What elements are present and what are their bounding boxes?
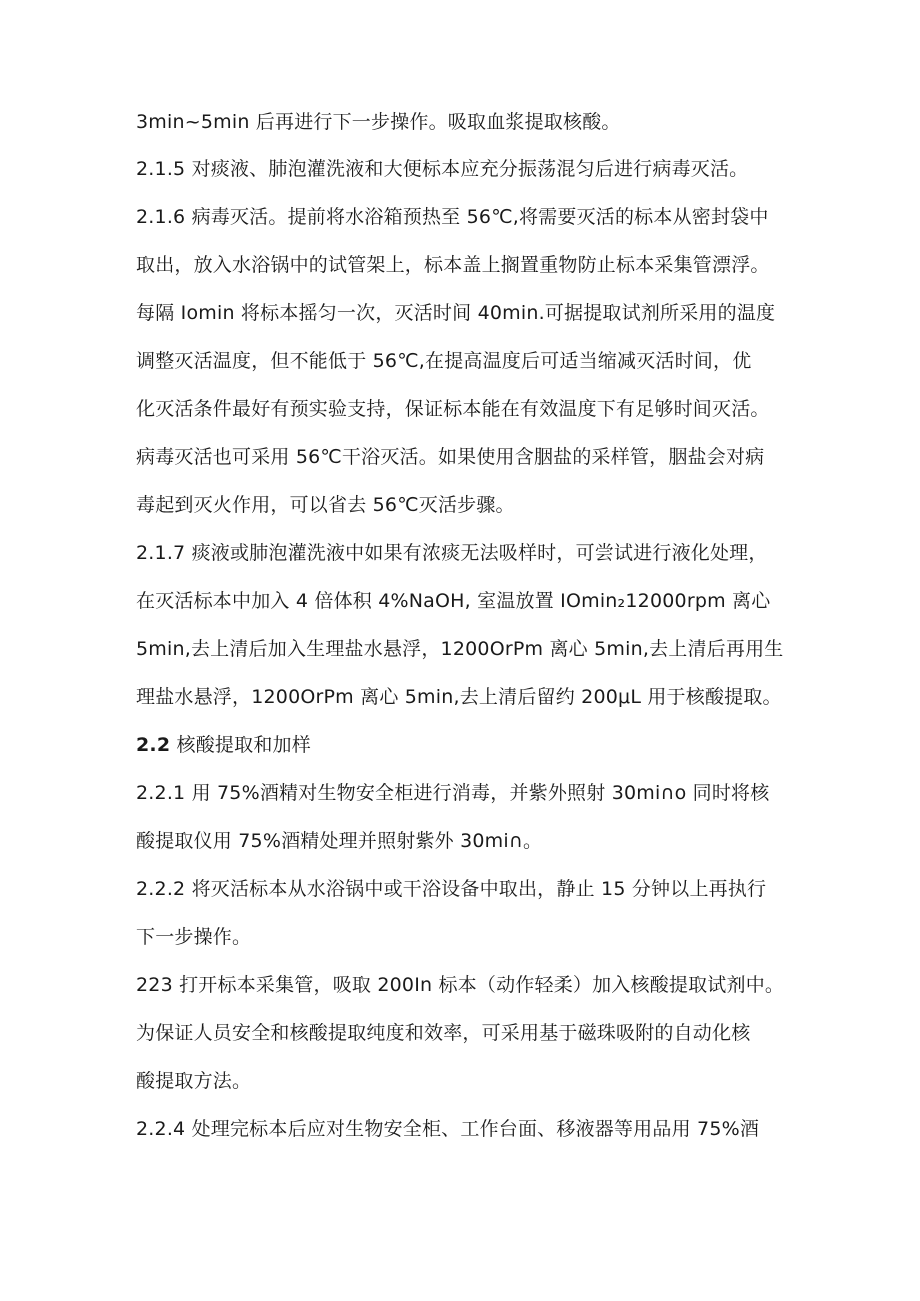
text-line: 酸提取仪用 75%酒精处理并照射紫外 30mi∩。 (136, 830, 543, 852)
text-line: 3min~5min 后再进行下一步操作。吸取血浆提取核酸。 (136, 111, 621, 133)
text-line: 2.1.5 对痰液、肺泡灌洗液和大便标本应充分振荡混匀后进行病毒灭活。 (136, 158, 749, 180)
text-line: 2.1.6 病毒灭活。提前将水浴箱预热至 56℃,将需要灭活的标本从密封袋中 (136, 206, 769, 228)
text-line: 理盐水悬浮，1200OrPm 离心 5min,去上清后留约 200μL 用于核酸提取。 (136, 686, 782, 708)
text-line: 223 打开标本采集管，吸取 200In 标本（动作轻柔）加入核酸提取试剂中。 (136, 974, 785, 996)
text-line: 在灭活标本中加入 4 倍体积 4%NaOH, 室温放置 IOmin₂12000rpm 离心 (136, 590, 771, 612)
text-line: 2.2.2 将灭活标本从水浴锅中或干浴设备中取出，静止 15 分钟以上再执行 (136, 878, 767, 900)
text-line: 化灭活条件最好有预实验支持，保证标本能在有效温度下有足够时间灭活。 (136, 398, 770, 420)
text-line: 2.1.7 痰液或肺泡灌洗液中如果有浓痰无法吸样时，可尝试进行液化处理， (136, 542, 768, 564)
text-line: 5min,去上清后加入生理盐水悬浮，1200OrPm 离心 5min,去上清后再用生 (136, 638, 784, 660)
text-line: 取出，放入水浴锅中的试管架上，标本盖上搁置重物防止标本采集管漂浮。 (136, 254, 770, 276)
text-line: 2.2.1 用 75%酒精对生物安全柜进行消毒，并紫外照射 30mi∩o 同时将核 (136, 782, 770, 804)
text-line: 病毒灭活也可采用 56℃干浴灭活。如果使用含胭盐的采样管，胭盐会对病 (136, 446, 765, 468)
section-heading (136, 732, 311, 758)
text-line: 调整灭活温度，但不能低于 56℃,在提高温度后可适当缩减灭活时间，优 (136, 350, 752, 372)
section-title: 核酸提取和加样 (176, 734, 311, 756)
text-line: 下一步操作。 (136, 926, 252, 948)
text-line: 2.2.4 处理完标本后应对生物安全柜、工作台面、移液器等用品用 75%酒 (136, 1118, 760, 1140)
text-line: 酸提取方法。 (136, 1070, 252, 1092)
text-line: 毒起到灭火作用，可以省去 56℃灭活步骤。 (136, 494, 515, 516)
text-line: 为保证人员安全和核酸提取纯度和效率，可采用基于磁珠吸附的自动化核 (136, 1022, 751, 1044)
section-number: 2.2 (136, 734, 171, 756)
text-line: 每隔 Iomin 将标本摇匀一次，灭活时间 40min.可据提取试剂所采用的温度 (136, 302, 776, 324)
